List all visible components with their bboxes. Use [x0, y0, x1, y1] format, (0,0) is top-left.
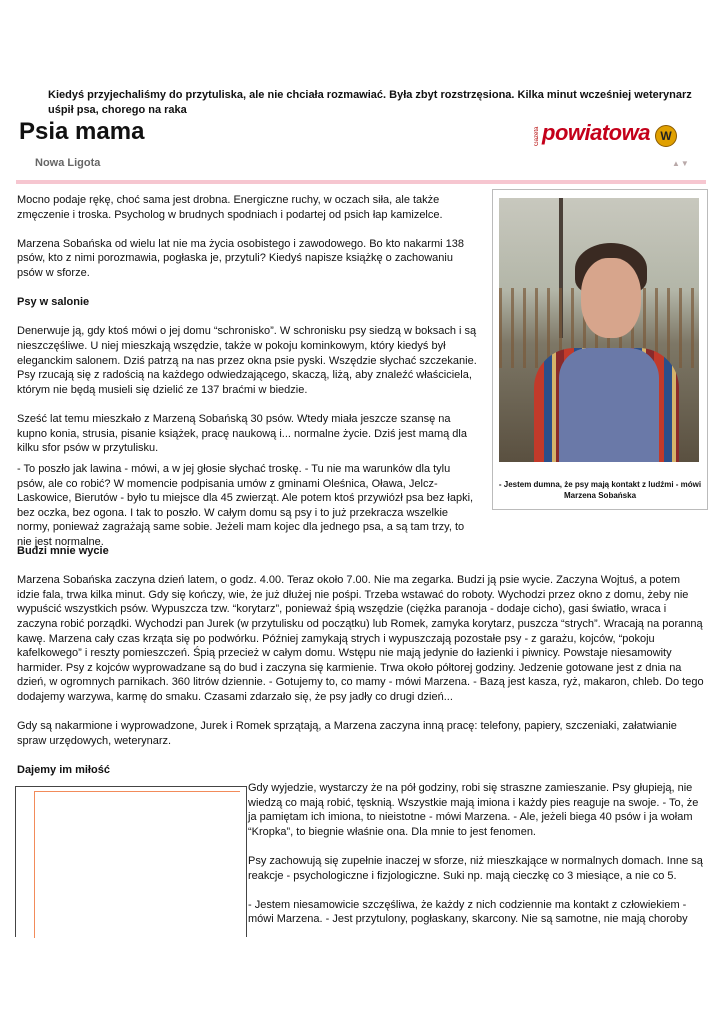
- paragraph: Denerwuje ją, gdy ktoś mówi o jej domu “schronisko”. W schronisku psy siedzą w boksach i są nieszczęśliwe. U niej mieszkają wszędzie, także w pokoju kominkowym, który kiedyś był eleganckim salonem. Dziś patrzą na nas przez okna psie pyski. Wszędzie słychać szczekanie. Psy rzucają się z radością na każdego odwiedzającego, skaczą, liżą, aby znaleźć właściciela, którym nie będą musieli się dzielić ze 137 braćmi w biedzie.: [17, 325, 477, 396]
- section-heading: Budzi mnie wycie: [17, 545, 109, 557]
- logo-word: powiatowa: [542, 120, 650, 145]
- photo-caption: - Jestem dumna, że psy mają kontakt z ludźmi - mówi Marzena Sobańska: [498, 480, 702, 500]
- portrait-photo: [499, 198, 699, 462]
- paragraph: - Jestem niesamowicie szczęśliwa, że każdy z nich codziennie ma kontakt z człowiekiem - mówi Marzena. - Jest przytulony, pogłaskany, skarcony. Nie są samotne, nie mają choroby: [248, 898, 688, 926]
- paragraph: Marzena Sobańska od wielu lat nie ma życia osobistego i zawodowego. Bo kto nakarmi 138 psów, kto z nimi porozmawia, pogłaska je, przytuli? Kiedyś napisze książkę o zachowaniu psów w sforze.: [17, 237, 464, 279]
- article-section3: [248, 781, 706, 927]
- advertisement-frame: [15, 786, 247, 937]
- paragraph: - To poszło jak lawina - mówi, a w jej głosie słychać troskę. - Tu nie ma warunków dla tylu psów, ale co robić? W momencie podpisania umów z gminami Oleśnica, Oława, Jelcz-Laskowice, Bierutów - było tu miejsce dla 45 zwierząt. Ale potem ktoś przywiózł psa bez łapki, bez oczka, bez ogona. I tak to poszło. W całym domu są psy i to już przekracza wszelkie normy, ponieważ zagrażają same sobie. Jeżeli mam kojec dla jednego psa, a są tam trzy, to nie jest normalne.: [17, 463, 474, 548]
- article-section2: [17, 544, 705, 792]
- paragraph: Sześć lat temu mieszkało z Marzeną Sobańską 30 psów. Wtedy miała jeszcze szansę na kupno konia, strusia, pisanie książek, pracę naukową i... normalne życie. Dziś jest mamą dla kilku sfor psów w przytulisku.: [17, 412, 467, 455]
- photo-frame: [492, 189, 708, 510]
- paragraph: Gdy są nakarmione i wyprowadzone, Jurek i Romek sprzątają, a Marzena zaczyna inną pracę: telefony, papiery, szczeniaki, załatwianie spraw urzędowych, weterynarz.: [17, 720, 677, 747]
- article-lead: Kiedyś przyjechaliśmy do przytuliska, ale nie chciała rozmawiać. Była zbyt rozstrzęsiona. Kilka minut wcześniej weterynarz uśpił psa, chorego na raka: [48, 89, 692, 116]
- header-divider: [16, 180, 706, 184]
- paragraph: Gdy wyjedzie, wystarczy że na pół godziny, robi się straszne zamieszanie. Psy głupieją, nie wiedzą co mają robić, tęsknią. Wszystkie mają imiona i każdy pies reaguje na swoje. - To, że ja pamiętam ich imiona, to nieistotne - mówi Marzena. - Ale, jeżeli biega 40 psów i ja wołam “Kropka”, to biegnie właśnie ona. Dla mnie to jest fenomen.: [248, 782, 699, 838]
- logo-badge-icon: W: [655, 125, 677, 147]
- article-title: Psia mama: [19, 118, 145, 145]
- section-heading: Psy w salonie: [17, 296, 90, 309]
- section-heading: Dajemy im miłość: [17, 763, 110, 776]
- nav-arrows-icon[interactable]: ▲▼: [672, 159, 690, 168]
- article-intro: [17, 193, 479, 470]
- paragraph: Marzena Sobańska zaczyna dzień latem, o godz. 4.00. Teraz około 7.00. Nie ma zegarka. Budzi ją psie wycie. Zaczyna Wojtuś, a potem idzie fala, trwa kilka minut. Gdy się kończy, wie, że już dłużej nie pośpi. Trzeba wstawać do roboty. Wychodzi przez okno z domu, żeby nie wypuścić wszystkich psów. Wypuszcza tzw. “korytarz”, ponieważ śpią wszędzie (ciężka paranoja - dodaje cicho), gasi światło, wraca i zaczyna robić porządki. Wychodzi pan Jurek (w przytulisku od początku) lub Romek, zamyka korytarz, puszcza “strych”. Wracają na poranną kawę. Marzena cały czas krząta się po podwórku. Później zamykają strych i wypuszczają pozostałe psy - z garażu, kojców, “pokoju kafelkowego” i reszty pomieszczeń. Śpią przecież w całym domu. Wstępu nie mają jedynie do łazienki i piwnicy. Powstaje niesamowity harmider. Psy z kojców wyprowadzane są do bud i zaczyna się karmienie. Trwa około półtorej godziny. Jedzenie gotowane jest z dnia na dzień, w ogromnych parnikach. 360 litrów dziennie. - Gotujemy to, co mamy - mówi Marzena. - Bazą jest kasza, ryż, makaron, chleb. Do tego dodajemy warzywa, karmę do smaku. Czasami zdarzało się, że psy jadły co drugi dzień...: [17, 574, 704, 703]
- newspaper-logo[interactable]: [534, 120, 678, 146]
- logo-side-text: Gazeta: [534, 126, 540, 146]
- article-location: Nowa Ligota: [35, 157, 101, 169]
- paragraph: Psy zachowują się zupełnie inaczej w sforze, niż mieszkające w normalnych domach. Inne są reakcje - psychologiczne i fizjologiczne. Suki np. mają cieczkę co 3 miesiące, a nie co 5.: [248, 854, 703, 882]
- paragraph: Mocno podaje rękę, choć sama jest drobna. Energiczne ruchy, w oczach siła, ale także zmęczenie i troska. Psycholog w brudnych spodniach i podartej od psich łap kamizelce.: [17, 194, 443, 221]
- advertisement-inner: [34, 791, 240, 938]
